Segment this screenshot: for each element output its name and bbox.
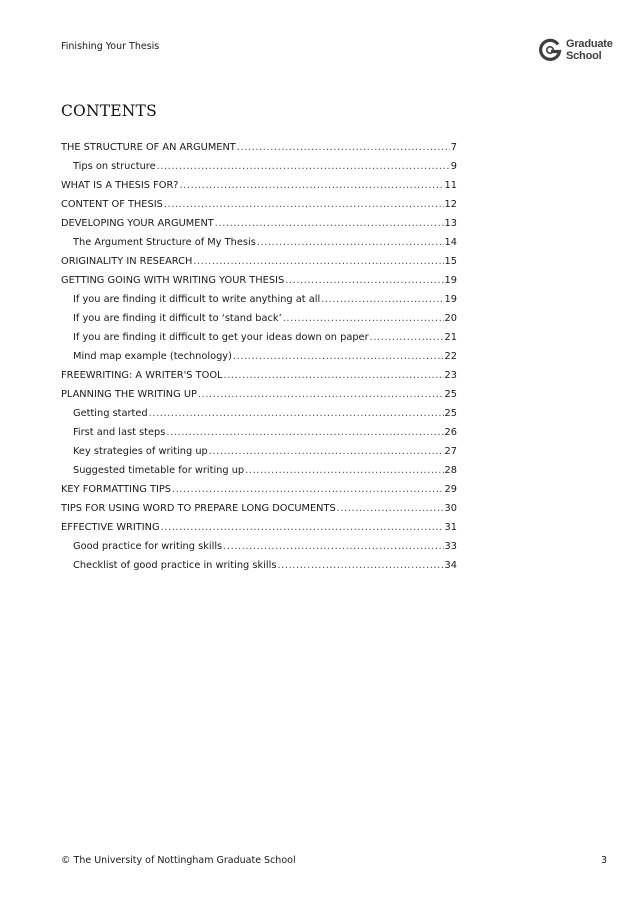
contents-heading: CONTENTS <box>61 102 157 120</box>
toc-entry-page: 25 <box>444 408 457 419</box>
toc-entry[interactable] <box>61 328 457 347</box>
toc-entry[interactable] <box>61 290 457 309</box>
toc-entry[interactable] <box>61 195 457 214</box>
toc-entry[interactable] <box>61 214 457 233</box>
toc-entry[interactable] <box>61 442 457 461</box>
toc-entry[interactable] <box>61 385 457 404</box>
toc-entry-page: 34 <box>444 560 457 571</box>
toc-entry-page: 19 <box>444 275 457 286</box>
toc-entry[interactable] <box>61 138 457 157</box>
toc-entry[interactable] <box>61 556 457 575</box>
toc-dot-leader <box>157 157 450 176</box>
toc-entry-page: 19 <box>444 294 457 305</box>
toc-entry[interactable] <box>61 518 457 537</box>
toc-entry[interactable] <box>61 157 457 176</box>
toc-dot-leader <box>215 214 444 233</box>
graduate-school-logo <box>538 37 613 67</box>
toc-entry-title: Suggested timetable for writing up <box>73 465 245 476</box>
toc-entry-page: 20 <box>444 313 457 324</box>
toc-entry[interactable] <box>61 252 457 271</box>
toc-entry[interactable] <box>61 271 457 290</box>
toc-entry-title: First and last steps <box>73 427 166 438</box>
toc-entry-page: 13 <box>444 218 457 229</box>
toc-entry-page: 27 <box>444 446 457 457</box>
toc-entry-title: THE STRUCTURE OF AN ARGUMENT <box>61 142 236 153</box>
toc-entry-page: 12 <box>444 199 457 210</box>
toc-entry-title: If you are finding it difficult to get your ideas down on paper <box>73 332 369 343</box>
toc-dot-leader <box>209 442 444 461</box>
toc-entry-title: WHAT IS A THESIS FOR? <box>61 180 179 191</box>
toc-dot-leader <box>321 290 443 309</box>
logo-text-graduate: Graduate <box>566 38 613 50</box>
toc-dot-leader <box>164 195 444 214</box>
toc-dot-leader <box>277 556 443 575</box>
toc-entry-title: The Argument Structure of My Thesis <box>73 237 256 248</box>
toc-entry-title: GETTING GOING WITH WRITING YOUR THESIS <box>61 275 285 286</box>
toc-entry[interactable] <box>61 309 457 328</box>
toc-entry[interactable] <box>61 404 457 423</box>
toc-entry-title: Key strategies of writing up <box>73 446 208 457</box>
toc-dot-leader <box>257 233 444 252</box>
toc-dot-leader <box>149 404 444 423</box>
toc-dot-leader <box>166 423 443 442</box>
toc-entry-page: 11 <box>444 180 457 191</box>
toc-entry[interactable] <box>61 423 457 442</box>
toc-entry[interactable] <box>61 480 457 499</box>
graduate-school-logo-icon <box>538 38 562 62</box>
toc-entry-page: 14 <box>444 237 457 248</box>
toc-entry-title: Tips on structure <box>73 161 156 172</box>
toc-entry-page: 29 <box>444 484 457 495</box>
toc-entry-title: TIPS FOR USING WORD TO PREPARE LONG DOCUMENTS <box>61 503 336 514</box>
toc-entry-title: Mind map example (technology) <box>73 351 232 362</box>
toc-entry-title: If you are finding it difficult to ‘stand back’ <box>73 313 282 324</box>
toc-entry-title: KEY FORMATTING TIPS <box>61 484 171 495</box>
toc-entry-title: EFFECTIVE WRITING <box>61 522 160 533</box>
table-of-contents <box>61 138 457 575</box>
toc-entry-title: CONTENT OF THESIS <box>61 199 163 210</box>
toc-entry[interactable] <box>61 499 457 518</box>
toc-dot-leader <box>245 461 443 480</box>
running-header: Finishing Your Thesis <box>61 41 160 52</box>
toc-dot-leader <box>223 537 443 556</box>
toc-dot-leader <box>172 480 444 499</box>
toc-entry-title: Checklist of good practice in writing skills <box>73 560 277 571</box>
toc-entry-title: Getting started <box>73 408 148 419</box>
toc-dot-leader <box>161 518 444 537</box>
toc-entry-page: 22 <box>444 351 457 362</box>
toc-entry-page: 23 <box>444 370 457 381</box>
toc-entry-page: 15 <box>444 256 457 267</box>
toc-entry-title: Good practice for writing skills <box>73 541 223 552</box>
toc-entry[interactable] <box>61 461 457 480</box>
toc-entry-title: PLANNING THE WRITING UP <box>61 389 197 400</box>
toc-dot-leader <box>337 499 444 518</box>
toc-dot-leader <box>193 252 443 271</box>
toc-dot-leader <box>283 309 444 328</box>
toc-entry-page: 7 <box>450 142 457 153</box>
toc-entry[interactable] <box>61 347 457 366</box>
toc-entry-title: DEVELOPING YOUR ARGUMENT <box>61 218 214 229</box>
toc-dot-leader <box>370 328 444 347</box>
toc-dot-leader <box>237 138 450 157</box>
toc-entry[interactable] <box>61 233 457 252</box>
toc-entry-page: 9 <box>450 161 457 172</box>
toc-entry[interactable] <box>61 176 457 195</box>
logo-text-school: School <box>566 50 602 62</box>
toc-dot-leader <box>179 176 443 195</box>
toc-entry-title: FREEWRITING: A WRITER'S TOOL <box>61 370 223 381</box>
toc-entry-page: 21 <box>444 332 457 343</box>
toc-dot-leader <box>233 347 444 366</box>
toc-entry-page: 33 <box>444 541 457 552</box>
toc-dot-leader <box>285 271 443 290</box>
toc-entry-title: If you are finding it difficult to write anything at all <box>73 294 321 305</box>
toc-entry-page: 25 <box>444 389 457 400</box>
toc-entry-title: ORIGINALITY IN RESEARCH <box>61 256 193 267</box>
toc-entry[interactable] <box>61 366 457 385</box>
toc-entry[interactable] <box>61 537 457 556</box>
toc-dot-leader <box>224 366 444 385</box>
toc-entry-page: 31 <box>444 522 457 533</box>
toc-entry-page: 26 <box>444 427 457 438</box>
toc-entry-page: 30 <box>444 503 457 514</box>
toc-dot-leader <box>198 385 444 404</box>
page-number: 3 <box>600 855 607 866</box>
footer-copyright: © The University of Nottingham Graduate School <box>61 855 296 866</box>
toc-entry-page: 28 <box>444 465 457 476</box>
